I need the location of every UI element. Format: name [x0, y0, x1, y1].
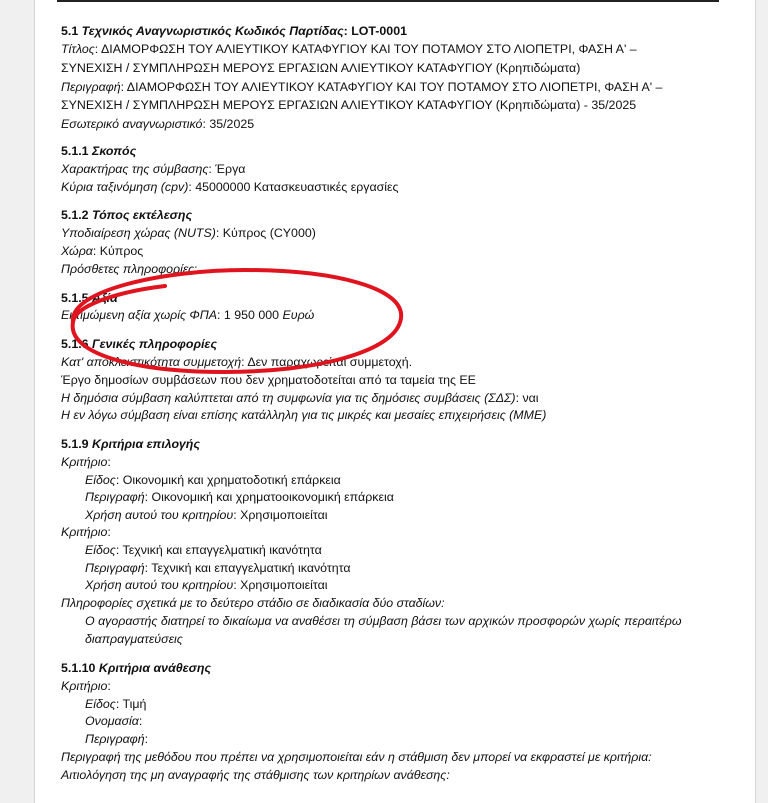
- criterion-2-type: Είδος: Τεχνική και επαγγελματική ικανότητα: [85, 543, 322, 557]
- lot-title-cont: ΣΥΝΕΧΙΣΗ / ΣΥΜΠΛΗΡΩΣΗ ΜΕΡΟΥΣ ΕΡΓΑΣΙΩΝ ΑΛΙΕΥΤΙΚΟΥ ΚΑΤΑΦΥΓΙΟΥ (Κρηπιδώματα): [61, 61, 581, 75]
- award-criterion-name: Ονομασία:: [85, 714, 143, 728]
- lot-description-cont: ΣΥΝΕΧΙΣΗ / ΣΥΜΠΛΗΡΩΣΗ ΜΕΡΟΥΣ ΕΡΓΑΣΙΩΝ ΑΛΙΕΥΤΙΚΟΥ ΚΑΤΑΦΥΓΙΟΥ (Κρηπιδώματα) - 35/2025: [61, 98, 637, 112]
- criterion-2: Κριτήριο:: [61, 525, 111, 539]
- second-stage-info: Πληροφορίες σχετικά με το δεύτερο στάδιο σε διαδικασία δύο σταδίων:: [61, 596, 445, 610]
- header-rule: [57, 0, 719, 2]
- additional-info: Πρόσθετες πληροφορίες:: [61, 262, 198, 276]
- section-5-1-10-heading: 5.1.10 Κριτήρια ανάθεσης: [61, 661, 211, 675]
- section-5-1-heading: 5.1 Τεχνικός Αναγνωριστικός Κωδικός Παρτίδας: LOT-0001: [61, 24, 407, 38]
- eu-funds-info: Έργο δημοσίων συμβάσεων που δεν χρηματοδοτείται από τα ταμεία της ΕΕ: [61, 373, 476, 387]
- lot-description: Περιγραφή: ΔΙΑΜΟΡΦΩΣΗ ΤΟΥ ΑΛΙΕΥΤΙΚΟΥ ΚΑΤΑΦΥΓΙΟΥ ΚΑΙ ΤΟΥ ΠΟΤΑΜΟΥ ΣΤΟ ΛΙΟΠΕΤΡΙ, ΦΑΣΗ Α' –: [61, 80, 663, 94]
- section-5-1-6-heading: 5.1.6 Γενικές πληροφορίες: [61, 337, 217, 351]
- weighting-method: Περιγραφή της μεθόδου που πρέπει να χρησιμοποιείται εάν η στάθμιση δεν μπορεί να εκφραστεί με κριτήρια:: [61, 750, 652, 764]
- sme-info: Η εν λόγω σύμβαση είναι επίσης κατάλληλη για τις μικρές και μεσαίες επιχειρήσεις (ΜΜΕ): [61, 408, 547, 422]
- contract-nature: Χαρακτήρας της σύμβασης: Έργα: [61, 162, 246, 176]
- criterion-2-desc: Περιγραφή: Τεχνική και επαγγελματική ικανότητα: [85, 561, 351, 575]
- criterion-1-desc: Περιγραφή: Οικονομική και χρηματοοικονομική επάρκεια: [85, 490, 394, 504]
- award-criterion-desc: Περιγραφή:: [85, 732, 149, 746]
- section-5-1-5-heading: 5.1.5 Αξία: [61, 291, 118, 305]
- criterion-1-type: Είδος: Οικονομική και χρηματοδοτική επάρκεια: [85, 473, 341, 487]
- award-criterion: Κριτήριο:: [61, 679, 111, 693]
- section-5-1-2-heading: 5.1.2 Τόπος εκτέλεσης: [61, 208, 193, 222]
- nuts-subdivision: Υποδιαίρεση χώρας (NUTS): Κύπρος (CY000): [61, 226, 316, 240]
- buyer-reserves-right-cont: διαπραγματεύσεις: [85, 632, 183, 646]
- reserved-participation: Κατ' αποκλειστικότητα συμμετοχή: Δεν παραχωρείται συμμετοχή.: [61, 355, 413, 369]
- cpv-classification: Κύρια ταξινόμηση (cpv): 45000000 Κατασκευαστικές εργασίες: [61, 180, 399, 194]
- weighting-justification: Αιτιολόγηση της μη αναγραφής της στάθμισης των κριτηρίων ανάθεσης:: [61, 768, 450, 782]
- country: Χώρα: Κύπρος: [61, 244, 144, 258]
- gpa-info: Η δημόσια σύμβαση καλύπτεται από τη συμφωνία για τις δημόσιες συμβάσεις (ΣΔΣ): ναι: [61, 391, 539, 405]
- criterion-1: Κριτήριο:: [61, 455, 111, 469]
- internal-id: Εσωτερικό αναγνωριστικό: 35/2025: [61, 117, 255, 131]
- award-criterion-type: Είδος: Τιμή: [85, 697, 147, 711]
- buyer-reserves-right: Ο αγοραστής διατηρεί το δικαίωμα να αναθέσει τη σύμβαση βάσει των αρχικών προσφορών χωρίς περαιτέρω: [85, 614, 682, 628]
- estimated-value: Εκτιμώμενη αξία χωρίς ΦΠΑ: 1 950 000 Ευρώ: [61, 308, 315, 322]
- section-5-1-1-heading: 5.1.1 Σκοπός: [61, 144, 137, 158]
- document-page: [34, 0, 756, 803]
- criterion-2-use: Χρήση αυτού του κριτηρίου: Χρησιμοποιείται: [85, 578, 328, 592]
- lot-title: Τίτλος: ΔΙΑΜΟΡΦΩΣΗ ΤΟΥ ΑΛΙΕΥΤΙΚΟΥ ΚΑΤΑΦΥΓΙΟΥ ΚΑΙ ΤΟΥ ΠΟΤΑΜΟΥ ΣΤΟ ΛΙΟΠΕΤΡΙ, ΦΑΣΗ Α' –: [61, 42, 637, 56]
- criterion-1-use: Χρήση αυτού του κριτηρίου: Χρησιμοποιείται: [85, 508, 328, 522]
- section-5-1-9-heading: 5.1.9 Κριτήρια επιλογής: [61, 437, 200, 451]
